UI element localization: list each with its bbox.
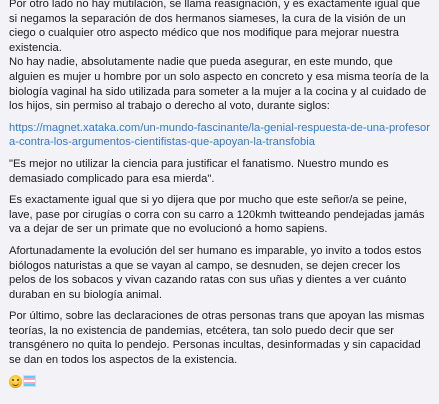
post-paragraph: Es exactamente igual que si yo dijera que por mucho que este señor/a se peine, lave, pase por cirugías o corra con su carro a 120kmh twitteando pendejadas jamás va a dejar de ser un primate que no evolucionó a homo sapiens. bbox=[9, 194, 425, 236]
smiling-face-icon bbox=[9, 375, 22, 388]
post-paragraph: Por último, sobre las declaraciones de otras personas trans que apoyan las mismas teorías, la no existencia de pandemias, etcétera, tan solo puedo decir que ser transgénero no quita lo pendejo. Personas incultas, desinformadas y sin capacidad se dan en todos los aspectos de la existencia. bbox=[9, 310, 425, 367]
post-paragraph: Afortunadamente la evolución del ser humano es imparable, yo invito a todos estos biólogos naturistas a que se vayan al campo, se desnuden, se dejen crecer los pelos de los sobacos y vivan cazando ratas con sus uñas y dientes a ver cuánto duraban en su biología animal. bbox=[9, 244, 422, 301]
emoji-row bbox=[9, 375, 430, 388]
post-quote: "Es mejor no utilizar la ciencia para justificar el fanatismo. Nuestro mundo es demasiado complicado para esa mierda". bbox=[9, 157, 389, 185]
transgender-flag-icon bbox=[23, 375, 36, 387]
post-paragraph: Por otro lado no hay mutilación, se llama reasignación, y es exactamente igual que si negamos la separación de dos hermanos siameses, la cura de la visión de un ciego o cualquier otro aspecto médico que nos modifique para mejorar nuestra existencia. No hay nadie, absolutamente nadie que pueda asegurar, en este mundo, que alguien es mujer u hombre por un solo aspecto en concreto y esa misma teoría de la biología vaginal ha sido utilizada para someter a la mujer a la cocina y al cuidado de los hijos, sin permiso al trabajo o derecho al voto, durante siglos: bbox=[9, 0, 429, 113]
article-link[interactable]: https://magnet.xataka.com/un-mundo-fascinante/la-genial-respuesta-de-una-profesora-contra-los-argumentos-cientifistas-que-apoyan-la-transfobia bbox=[9, 121, 431, 149]
